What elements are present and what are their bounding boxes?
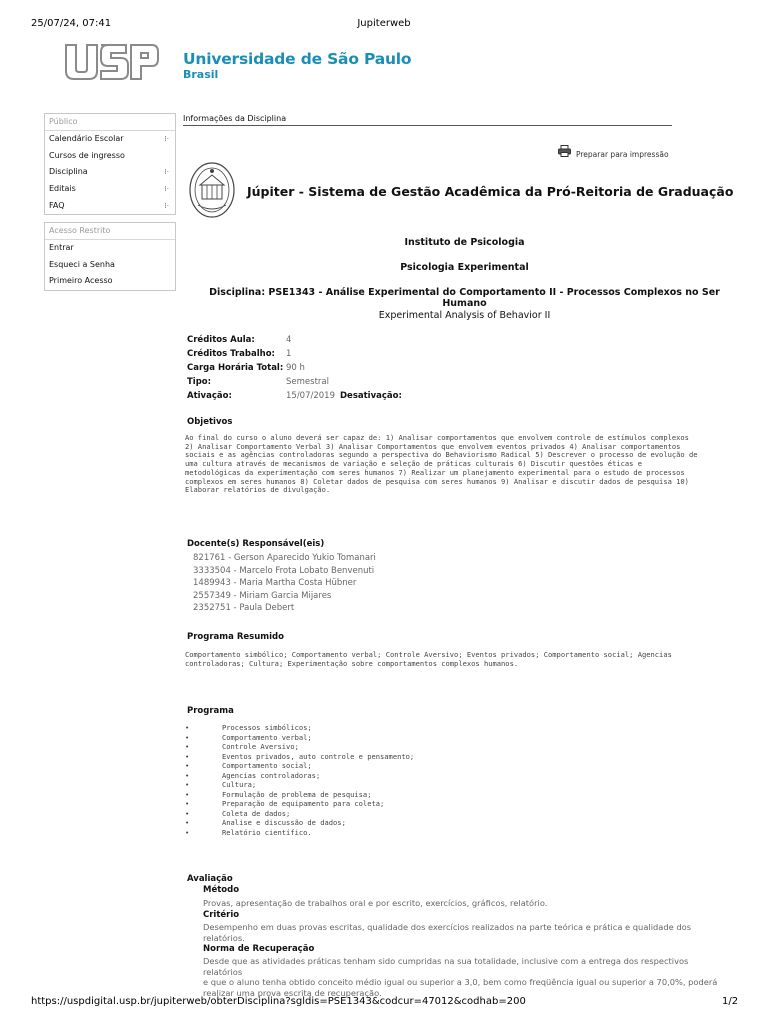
system-title: Júpiter - Sistema de Gestão Acadêmica da Pró-Reitoria de Graduação [247, 184, 734, 199]
submenu-arrow-icon: ⁞· [164, 201, 169, 210]
sidebar-item-label: Cursos de ingresso [49, 150, 125, 160]
submenu-arrow-icon: ⁞· [164, 168, 169, 177]
programa-list [185, 723, 414, 838]
sidebar-public-menu [44, 113, 176, 215]
docente-item: 2557349 - Miriam Garcia Mijares [193, 590, 332, 601]
sidebar-restricted-heading: Acesso Restrito [45, 223, 175, 240]
print-title: Jupiterweb [357, 18, 411, 29]
sidebar-item-disciplina[interactable] [45, 164, 175, 181]
print-datetime: 25/07/24, 07:41 [31, 18, 112, 29]
info-value: 1 [286, 349, 292, 359]
programa-item: • Coleta de dados; [185, 809, 414, 819]
usp-seal-icon [188, 161, 236, 219]
recuperacao-heading: Norma de Recuperação [203, 944, 315, 954]
programa-heading: Programa [187, 706, 234, 716]
avaliacao-heading: Avaliação [187, 874, 233, 884]
sidebar-item-calendario[interactable] [45, 131, 175, 148]
programa-item: • Comportamento verbal; [185, 733, 414, 743]
docente-item: 2352751 - Paula Debert [193, 603, 295, 613]
info-label: Tipo: [187, 377, 212, 387]
programa-resumido-text [185, 651, 733, 668]
programa-resumido-line: Comportamento simbólico; Comportamento verbal; Controle Aversivo; Eventos privados; Comportamento social; Agencias [185, 650, 672, 659]
programa-item: • Comportamento social; [185, 761, 414, 771]
docente-item: 1489943 - Maria Martha Costa Hübner [193, 578, 357, 588]
programa-item: • Preparação de equipamento para coleta; [185, 799, 414, 809]
metodo-text: Provas, apresentação de trabalhos oral e por escrito, exercícios, gráficos, relatório. [203, 898, 548, 908]
recuperacao-text [203, 956, 723, 998]
programa-item: • Formulação de problema de pesquisa; [185, 790, 414, 800]
info-label: Ativação: [187, 391, 232, 401]
sidebar-item-label: Primeiro Acesso [49, 276, 113, 286]
metodo-heading: Método [203, 885, 240, 895]
university-name: Universidade de São Paulo [183, 50, 412, 68]
sidebar-restricted-menu [44, 222, 176, 291]
objetivos-line: sociais e as agências controladoras segundo a perspectiva do Behaviorismo Radical 5) Descrever o processo de evolução de [185, 450, 698, 460]
docentes-heading: Docente(s) Responsável(eis) [187, 539, 325, 549]
sidebar-item-faq[interactable] [45, 198, 175, 215]
criterio-heading: Critério [203, 910, 240, 920]
sidebar-item-primeiro-acesso[interactable] [45, 273, 175, 290]
department-name: Psicologia Experimental [400, 262, 529, 273]
sidebar-item-label: Disciplina [49, 167, 88, 177]
sidebar-item-label: Entrar [49, 243, 74, 252]
recuperacao-line: e que o aluno tenha obtido conceito médio igual ou superior a 3,0, bem como freqüência igual ou superior a 70,0%, poderá [203, 977, 718, 987]
discipline-title-line2: Humano [442, 298, 487, 309]
info-value: 4 [286, 335, 292, 345]
programa-resumido-line: controladoras; Cultura; Experimentação sobre comportamentos complexos humanos. [185, 658, 519, 668]
sidebar-item-editais[interactable] [45, 181, 175, 198]
programa-item: • Relatório científico. [185, 828, 414, 838]
criterio-line: relatórios. [203, 932, 245, 943]
objetivos-line: 2) Analisar Comportamento Verbal 3) Analisar Comportamentos que envolvem eventos privados 4) Analisar comportamentos [185, 441, 681, 451]
section-divider [183, 125, 672, 126]
sidebar-item-esqueci-senha[interactable] [45, 257, 175, 274]
criterio-text [203, 922, 723, 943]
institute-name: Instituto de Psicologia [404, 237, 525, 248]
programa-item: • Eventos privados, auto controle e pensamento; [185, 752, 414, 762]
programa-item: • Cultura; [185, 780, 414, 790]
submenu-arrow-icon: ⁞· [164, 185, 169, 194]
sidebar-item-cursos[interactable] [45, 148, 175, 165]
programa-item: • Analise e discussão de dados; [185, 818, 414, 828]
docentes-list [193, 552, 376, 615]
info-label: Carga Horária Total: [187, 363, 284, 373]
recuperacao-line: realizar uma prova escrita de recuperação. [203, 987, 382, 998]
discipline-title-line1: Disciplina: PSE1343 - Análise Experimental do Comportamento II - Processos Complexos no Ser [209, 287, 720, 298]
criterio-line: Desempenho em duas provas escritas, qualidade dos exercícios realizados na parte teórica e prática e qualidade dos [203, 922, 692, 932]
objetivos-line: metodológicas da experimentação com seres humanos 7) Realizar um planejamento experimental para o estudo de processos [185, 467, 685, 477]
objetivos-text [185, 434, 733, 495]
print-link[interactable]: Preparar para impressão [576, 150, 669, 159]
sidebar-item-entrar[interactable] [45, 240, 175, 257]
objetivos-line: complexos em seres humanos 8) Coletar dados de pesquisa com seres humanos 9) Analisar e discutir dados de pesquisa 10) [185, 476, 689, 486]
docente-item: 3333504 - Marcelo Frota Lobato Benvenuti [193, 565, 375, 576]
sidebar-item-label: Esqueci a Senha [49, 259, 115, 269]
university-country: Brasil [183, 68, 219, 81]
programa-item: • Processos simbólicos; [185, 723, 414, 733]
recuperacao-line: Desde que as atividades práticas tenham sido cumpridas na sua totalidade, inclusive com a entrega dos respectivos relatórios [203, 956, 689, 977]
objetivos-line: uma cultura através de mecanismos de variação e seleção de práticas culturais 6) Discutir questões éticas e [185, 459, 642, 469]
info-value: Semestral [286, 377, 329, 387]
info-label: Créditos Aula: [187, 335, 255, 345]
sidebar-item-label: Calendário Escolar [49, 134, 124, 143]
objetivos-line: Elaborar relatórios de divulgação. [185, 485, 331, 495]
sidebar-item-label: FAQ [49, 200, 65, 210]
programa-resumido-heading: Programa Resumido [187, 632, 284, 642]
print-page-number: 1/2 [722, 996, 739, 1007]
sidebar-public-heading: Público [45, 114, 175, 131]
objetivos-heading: Objetivos [187, 417, 233, 427]
section-label: Informações da Disciplina [183, 114, 287, 123]
sidebar-item-label: Editais [49, 184, 76, 194]
objetivos-line: Ao final do curso o aluno deverá ser capaz de: 1) Analisar comportamentos que envolvem controle de estímulos complexos [185, 433, 689, 442]
printer-icon[interactable] [558, 145, 571, 157]
programa-item: • Controle Aversivo; [185, 742, 414, 752]
info-label: Créditos Trabalho: [187, 349, 275, 359]
info-value: 15/07/2019 [286, 391, 335, 401]
print-url: https://uspdigital.usp.br/jupiterweb/obterDisciplina?sgldis=PSE1343&codcur=47012&codhab=200 [31, 996, 526, 1007]
info-value: 90 h [286, 363, 305, 373]
info-label: Desativação: [340, 391, 402, 401]
docente-item: 821761 - Gerson Aparecido Yukio Tomanari [193, 553, 376, 563]
submenu-arrow-icon: ⁞· [164, 135, 169, 143]
usp-logo[interactable] [64, 43, 160, 81]
discipline-english-title: Experimental Analysis of Behavior II [378, 310, 551, 321]
programa-item: • Agencias controladoras; [185, 771, 414, 781]
